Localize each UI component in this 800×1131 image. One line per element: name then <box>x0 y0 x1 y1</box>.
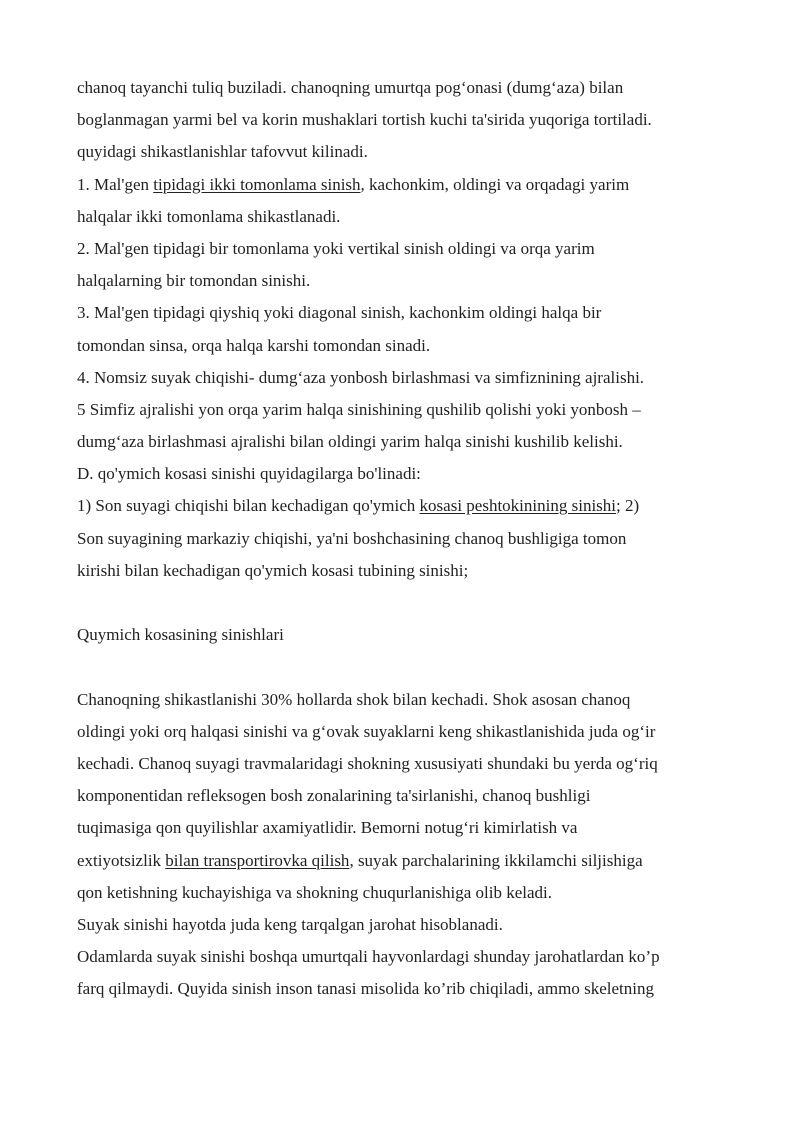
text-line: tomondan sinsa, orqa halqa karshi tomondan sinadi. <box>77 335 431 355</box>
link-transportation[interactable]: bilan transportirovka qilish <box>165 850 350 870</box>
text-line: Son suyagining markaziy chiqishi, ya'ni boshchasining chanoq bushligiga tomon <box>77 528 627 548</box>
text-line: 3. Mal'gen tipidagi qiyshiq yoki diagonal sinish, kachonkim oldingi halqa bir <box>77 303 602 323</box>
text-line: 5 Simfiz ajralishi yon orqa yarim halqa sinishining qushilib qolishi yoki yonbosh – <box>77 399 641 419</box>
text-line: tuqimasiga qon quyilishlar axamiyatlidir. Bemorni notug‘ri kimirlatish va <box>77 818 578 838</box>
section-heading: Quymich kosasining sinishlari <box>77 625 284 645</box>
text-span: 1. Mal'gen <box>77 174 154 194</box>
text-line: 2. Mal'gen tipidagi bir tomonlama yoki vertikal sinish oldingi va orqa yarim <box>77 238 595 258</box>
text-line <box>77 845 730 877</box>
paragraph-shock <box>77 684 730 1006</box>
text-line: Chanoqning shikastlanishi 30% hollarda shok bilan kechadi. Shok asosan chanoq <box>77 689 631 709</box>
text-line: chanoq tayanchi tuliq buziladi. chanoqning umurtqa pog‘onasi (dumg‘aza) bilan <box>77 78 624 97</box>
text-line: farq qilmaydi. Quyida sinish inson tanasi misolida ko’rib chiqiladi, ammo skeletning <box>77 979 654 999</box>
text-line: qon ketishning kuchayishiga va shokning chuqurlanishiga olib keladi. <box>77 882 552 902</box>
text-line <box>77 169 730 201</box>
paragraph-pelvic-fractures <box>77 72 730 587</box>
text-line <box>77 490 730 522</box>
text-line: 4. Nomsiz suyak chiqishi- dumg‘aza yonbosh birlashmasi va simfiznining ajralishi. <box>77 367 645 387</box>
text-line: halqalarning bir tomondan sinishi. <box>77 271 311 291</box>
text-line: kirishi bilan kechadigan qo'ymich kosasi tubining sinishi; <box>77 560 469 580</box>
text-span: ; 2) <box>616 496 640 516</box>
text-line: halqalar ikki tomonlama shikastlanadi. <box>77 206 341 226</box>
text-line: D. qo'ymich kosasi sinishi quyidagilarga bo'linadi: <box>77 464 421 484</box>
text-line: komponentidan refleksogen bosh zonalarining ta'sirlanishi, chanoq bushligi <box>77 786 591 806</box>
text-span: 1) Son suyagi chiqishi bilan kechadigan qo'ymich <box>77 496 420 516</box>
text-line: dumg‘aza birlashmasi ajralishi bilan oldingi yarim halqa sinishi kushilib kelishi. <box>77 432 623 452</box>
text-span: extiyotsizlik <box>77 850 166 870</box>
text-line: oldingi yoki orq halqasi sinishi va g‘ovak suyaklarni keng shikastlanishida juda og‘ir <box>77 721 656 741</box>
text-line: boglanmagan yarmi bel va korin mushaklari tortish kuchi ta'sirida yuqoriga tortiladi. <box>77 110 652 130</box>
text-line: kechadi. Chanoq suyagi travmalaridagi shokning xususiyati shundaki bu yerda og‘riq <box>77 753 658 773</box>
blank-line <box>77 651 730 683</box>
text-line: Suyak sinishi hayotda juda keng tarqalgan jarohat hisoblanadi. <box>77 914 503 934</box>
blank-line <box>77 587 730 619</box>
link-bilateral-fracture[interactable]: tipidagi ikki tomonlama sinish <box>153 174 361 194</box>
text-line: Odamlarda suyak sinishi boshqa umurtqali hayvonlardagi shunday jarohatlardan ko’p <box>77 947 660 967</box>
text-span: , kachonkim, oldingi va orqadagi yarim <box>360 174 630 194</box>
text-line: quyidagi shikastlanishlar tafovvut kilinadi. <box>77 142 368 162</box>
link-acetabulum-rim-fracture[interactable]: kosasi peshtokinining sinishi <box>419 496 617 516</box>
text-span: , suyak parchalarining ikkilamchi siljishiga <box>349 850 643 870</box>
